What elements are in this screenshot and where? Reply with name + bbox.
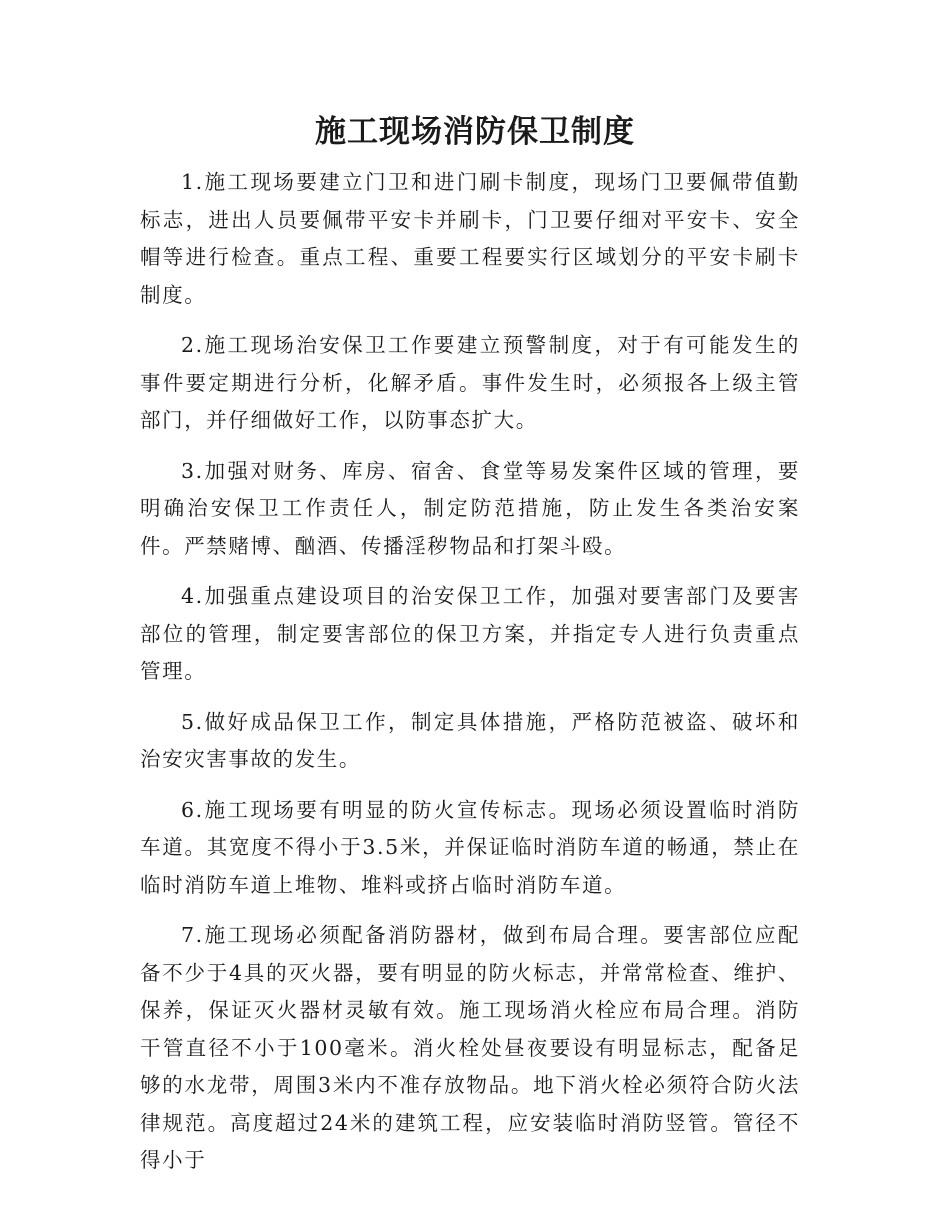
document-title: 施工现场消防保卫制度 bbox=[315, 114, 635, 150]
paragraph-3: 3.加强对财务、库房、宿舍、食堂等易发案件区域的管理，要明确治安保卫工作责任人，制定防范措施，防止发生各类治安案件。严禁赌博、酗酒、传播淫秽物品和打架斗殴。 bbox=[140, 458, 800, 558]
paragraph-6: 6.施工现场要有明显的防火宣传标志。现场必须设置临时消防车道。其宽度不得小于3.5米，并保证临时消防车道的畅通，禁止在临时消防车道上堆物、堆料或挤占临时消防车道。 bbox=[140, 797, 800, 897]
paragraph-5: 5.做好成品保卫工作，制定具体措施，严格防范被盗、破坏和治安灾害事故的发生。 bbox=[140, 709, 800, 771]
paragraph-2: 2.施工现场治安保卫工作要建立预警制度，对于有可能发生的事件要定期进行分析，化解矛盾。事件发生时，必须报各上级主管部门，并仔细做好工作，以防事态扩大。 bbox=[140, 333, 800, 432]
document-body bbox=[140, 164, 800, 1193]
paragraph-7: 7.施工现场必须配备消防器材，做到布局合理。要害部位应配备不少于4具的灭火器，要有明显的防火标志，并常常检查、维护、保养，保证灭火器材灵敏有效。施工现场消火栓应布局合理。消防干管直径不小于100毫米。消火栓处昼夜要设有明显标志，配备足够的水龙带，周围3米内不准存放物品。地下消火栓必须符合防火法律规范。高度超过24米的建筑工程，应安装临时消防竖管。管径不得小于 bbox=[140, 923, 800, 1172]
paragraph-1: 1.施工现场要建立门卫和进门刷卡制度，现场门卫要佩带值勤标志，进出人员要佩带平安卡并刷卡，门卫要仔细对平安卡、安全帽等进行检查。重点工程、重要工程要实行区域划分的平安卡刷卡制度。 bbox=[140, 170, 800, 307]
paragraph-4: 4.加强重点建设项目的治安保卫工作，加强对要害部门及要害部位的管理，制定要害部位的保卫方案，并指定专人进行负责重点管理。 bbox=[140, 584, 800, 683]
